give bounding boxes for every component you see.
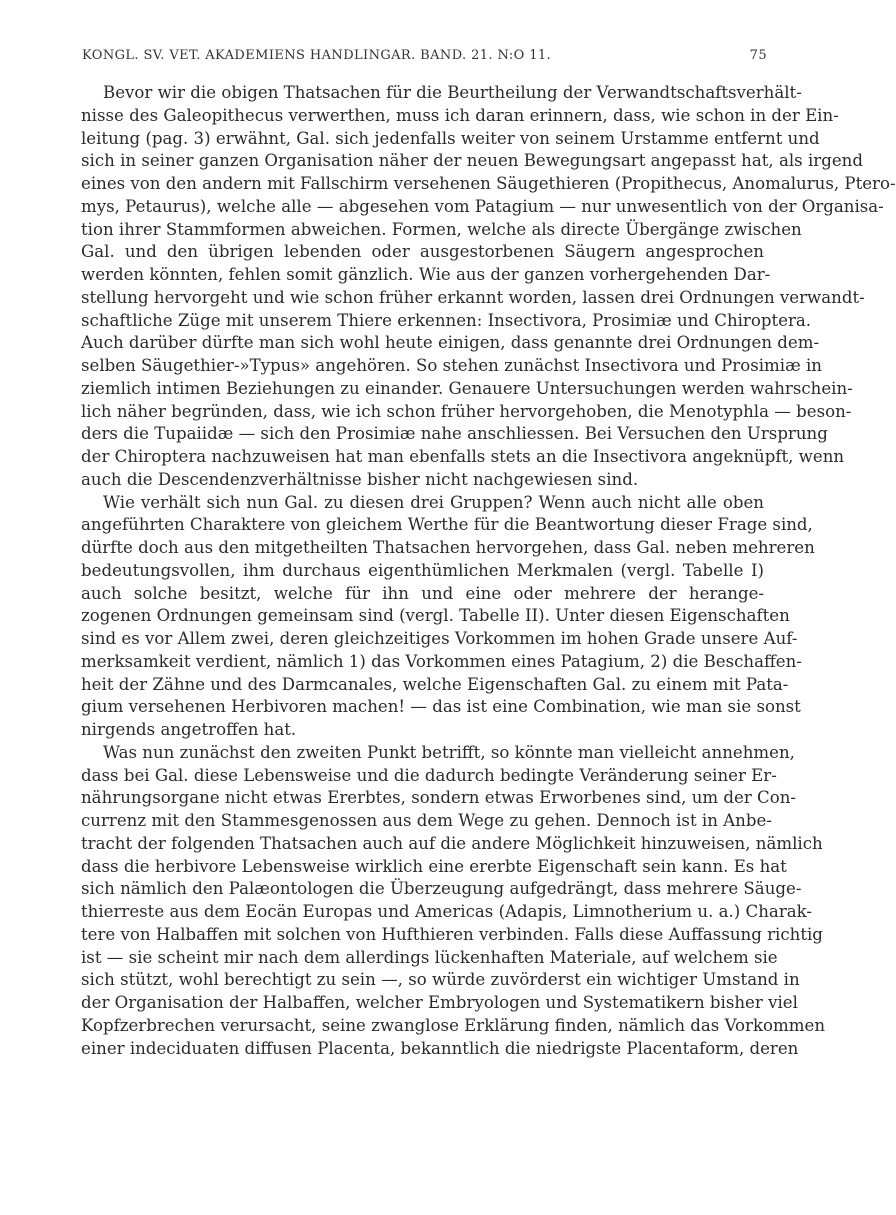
text-line: currenz mit den Stammesgenossen aus dem Wege zu gehen. Dennoch ist in Anbe-	[81, 811, 772, 830]
text-line: nirgends angetroffen hat.	[81, 720, 297, 739]
text-line: Bevor wir die obigen Thatsachen für die Beurtheilung der Verwandtschaftsverhält-	[103, 83, 802, 102]
paragraph-1	[81, 82, 896, 492]
text-line: zogenen Ordnungen gemeinsam sind (vergl. Tabelle II). Unter diesen Eigenschaften	[81, 606, 790, 626]
text-line: ist — sie scheint mir nach dem allerdings lückenhaften Materiale, auf welchem sie	[81, 947, 778, 967]
text-line: mys, Petaurus), welche alle — abgesehen vom Patagium — nur unwesentlich von der Organisa-	[81, 196, 884, 216]
text-line: leitung (pag. 3) erwähnt, Gal. sich jedenfalls weiter von seinem Urstamme entfernt und	[81, 128, 820, 148]
text-line: Auch darüber dürfte man sich wohl heute einigen, dass genannte drei Ordnungen dem-	[81, 333, 820, 353]
text-line: auch die Descendenzverhältnisse bisher nicht nachgewiesen sind.	[81, 469, 639, 489]
text-line: ders die Tupaiidæ — sich den Prosimiæ nahe anschliessen. Bei Versuchen den Ursprung	[81, 424, 828, 444]
text-line: stellung hervorgeht und wie schon früher erkannt worden, lassen drei Ordnungen verwandt-	[81, 287, 865, 307]
text-line: einer indeciduaten diffusen Placenta, bekanntlich die niedrigste Placentaform, deren	[81, 1038, 799, 1058]
text-line: der Chiroptera nachzuweisen hat man ebenfalls stets an die Insectivora angeknüpft, wenn	[81, 447, 845, 466]
body-text	[81, 82, 896, 1060]
text-line: tere von Halbaffen mit solchen von Hufthieren verbinden. Falls diese Auffassung richtig	[81, 924, 823, 944]
text-line: ziemlich intimen Beziehungen zu einander. Genauere Untersuchungen werden wahrschein-	[81, 378, 853, 398]
text-line: nährungsorgane nicht etwas Ererbtes, sondern etwas Erworbenes sind, um der Con-	[81, 788, 797, 808]
paragraph-3	[81, 742, 826, 1061]
text-line: eines von den andern mit Fallschirm versehenen Säugethieren (Propithecus, Anomalurus, Ptero-	[81, 174, 896, 193]
text-line: tracht der folgenden Thatsachen auch auf die andere Möglichkeit hinzuweisen, nämlich	[81, 833, 823, 853]
text-line: angeführten Charaktere von gleichem Werthe für die Beantwortung dieser Frage sind,	[81, 515, 813, 535]
page-number: 75	[749, 48, 767, 63]
text-line: sich nämlich den Palæontologen die Überzeugung aufgedrängt, dass mehrere Säuge-	[81, 879, 802, 899]
text-line: bedeutungsvollen, ihm durchaus eigenthümlichen Merkmalen (vergl. Tabelle I)	[81, 560, 764, 580]
text-line: selben Säugethier-»Typus» angehören. So stehen zunächst Insectivora und Prosimiæ in	[81, 356, 822, 375]
text-line: thierreste aus dem Eocän Europas und Americas (Adapis, Limnotherium u. a.) Charak-	[81, 902, 813, 921]
text-line: Gal. und den übrigen lebenden oder ausgestorbenen Säugern angesprochen	[81, 242, 764, 262]
text-line: der Organisation der Halbaffen, welcher Embryologen und Systematikern bisher viel	[81, 993, 798, 1012]
text-line: heit der Zähne und des Darmcanales, welche Eigenschaften Gal. zu einem mit Pata-	[81, 674, 789, 694]
text-line: sind es vor Allem zwei, deren gleichzeitiges Vorkommen im hohen Grade unsere Auf-	[81, 629, 798, 648]
text-line: dürfte doch aus den mitgetheilten Thatsachen hervorgehen, dass Gal. neben mehreren	[81, 538, 815, 557]
text-line: schaftliche Züge mit unserem Thiere erkennen: Insectivora, Prosimiæ und Chiroptera.	[81, 310, 812, 330]
text-line: Kopfzerbrechen verursacht, seine zwanglose Erklärung finden, nämlich das Vorkommen	[81, 1015, 826, 1035]
text-line: dass die herbivore Lebensweise wirklich eine ererbte Eigenschaft sein kann. Es hat	[81, 856, 787, 876]
text-line: auch solche besitzt, welche für ihn und eine oder mehrere der herange-	[81, 583, 764, 603]
text-line: gium versehenen Herbivoren machen! — das ist eine Combination, wie man sie sonst	[81, 697, 801, 717]
page-header	[82, 48, 767, 70]
text-line: merksamkeit verdient, nämlich 1) das Vorkommen eines Patagium, 2) die Beschaffen-	[81, 651, 802, 671]
text-line: Was nun zunächst den zweiten Punkt betrifft, so könnte man vielleicht annehmen,	[103, 742, 795, 762]
text-line: lich näher begründen, dass, wie ich schon früher hervorgehoben, die Menotyphla — beson-	[81, 401, 852, 421]
text-line: tion ihrer Stammformen abweichen. Formen, welche als directe Übergänge zwischen	[81, 219, 802, 239]
text-line: sich in seiner ganzen Organisation näher der neuen Bewegungsart angepasst hat, als irgend	[81, 151, 863, 171]
text-line: nisse des Galeopithecus verwerthen, muss ich daran erinnern, dass, wie schon in der Ein-	[81, 105, 839, 125]
text-line: dass bei Gal. diese Lebensweise und die dadurch bedingte Veränderung seiner Er-	[81, 765, 777, 785]
text-line: werden könnten, fehlen somit gänzlich. Wie aus der ganzen vorhergehenden Dar-	[81, 265, 771, 284]
paragraph-2	[81, 492, 815, 742]
text-line: sich stützt, wohl berechtigt zu sein —, so würde zuvörderst ein wichtiger Umstand in	[81, 970, 800, 990]
text-line: Wie verhält sich nun Gal. zu diesen drei Gruppen? Wenn auch nicht alle oben	[103, 492, 764, 512]
running-title: KONGL. SV. VET. AKADEMIENS HANDLINGAR. BAND. 21. N:O 11.	[82, 48, 552, 63]
